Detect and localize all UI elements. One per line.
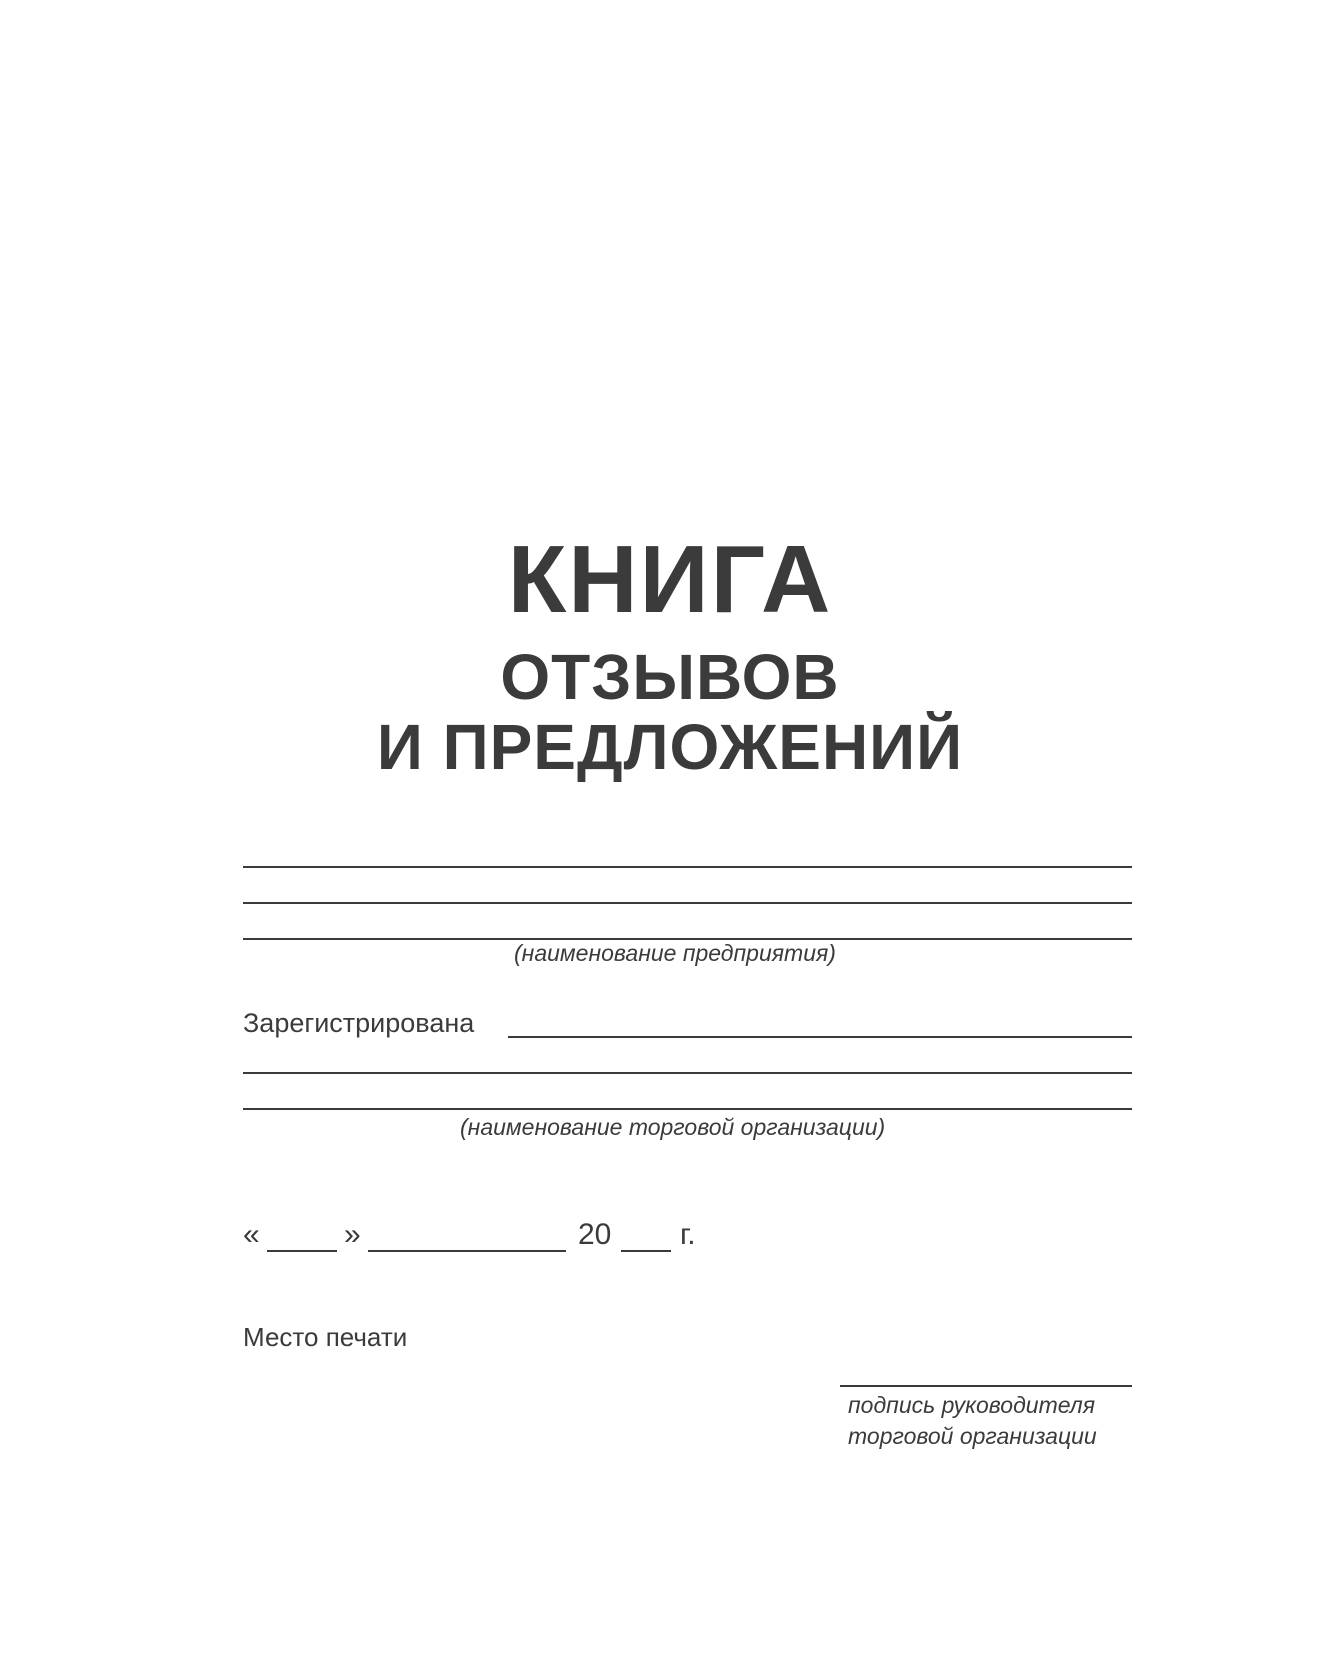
title-line-2: ОТЗЫВОВ [500, 641, 840, 713]
registration-line-2[interactable] [243, 1072, 1132, 1074]
signature-caption-1: подпись руководителя [848, 1392, 1096, 1418]
signature-line[interactable] [840, 1385, 1132, 1387]
registration-caption: (наименование торговой организации) [460, 1114, 886, 1140]
date-year-line[interactable] [621, 1250, 671, 1252]
date-year-suffix: г. [680, 1218, 696, 1251]
registration-line-3[interactable] [243, 1108, 1132, 1110]
date-day-line[interactable] [267, 1250, 337, 1252]
title-line-1: КНИГА [507, 526, 833, 633]
enterprise-line-2[interactable] [243, 902, 1132, 904]
enterprise-caption: (наименование предприятия) [514, 940, 836, 966]
stamp-label: Место печати [243, 1322, 408, 1352]
date-open-quote: « [243, 1218, 260, 1251]
date-close-quote: » [344, 1218, 361, 1251]
date-year-prefix: 20 [578, 1218, 612, 1251]
date-row [243, 1218, 743, 1258]
signature-caption-2: торговой организации [848, 1423, 1097, 1449]
date-month-line[interactable] [368, 1250, 566, 1252]
registration-line-1[interactable] [508, 1036, 1132, 1038]
registration-label: Зарегистрирована [243, 1008, 475, 1038]
title-line-3: И ПРЕДЛОЖЕНИЙ [376, 711, 964, 783]
enterprise-line-1[interactable] [243, 866, 1132, 868]
